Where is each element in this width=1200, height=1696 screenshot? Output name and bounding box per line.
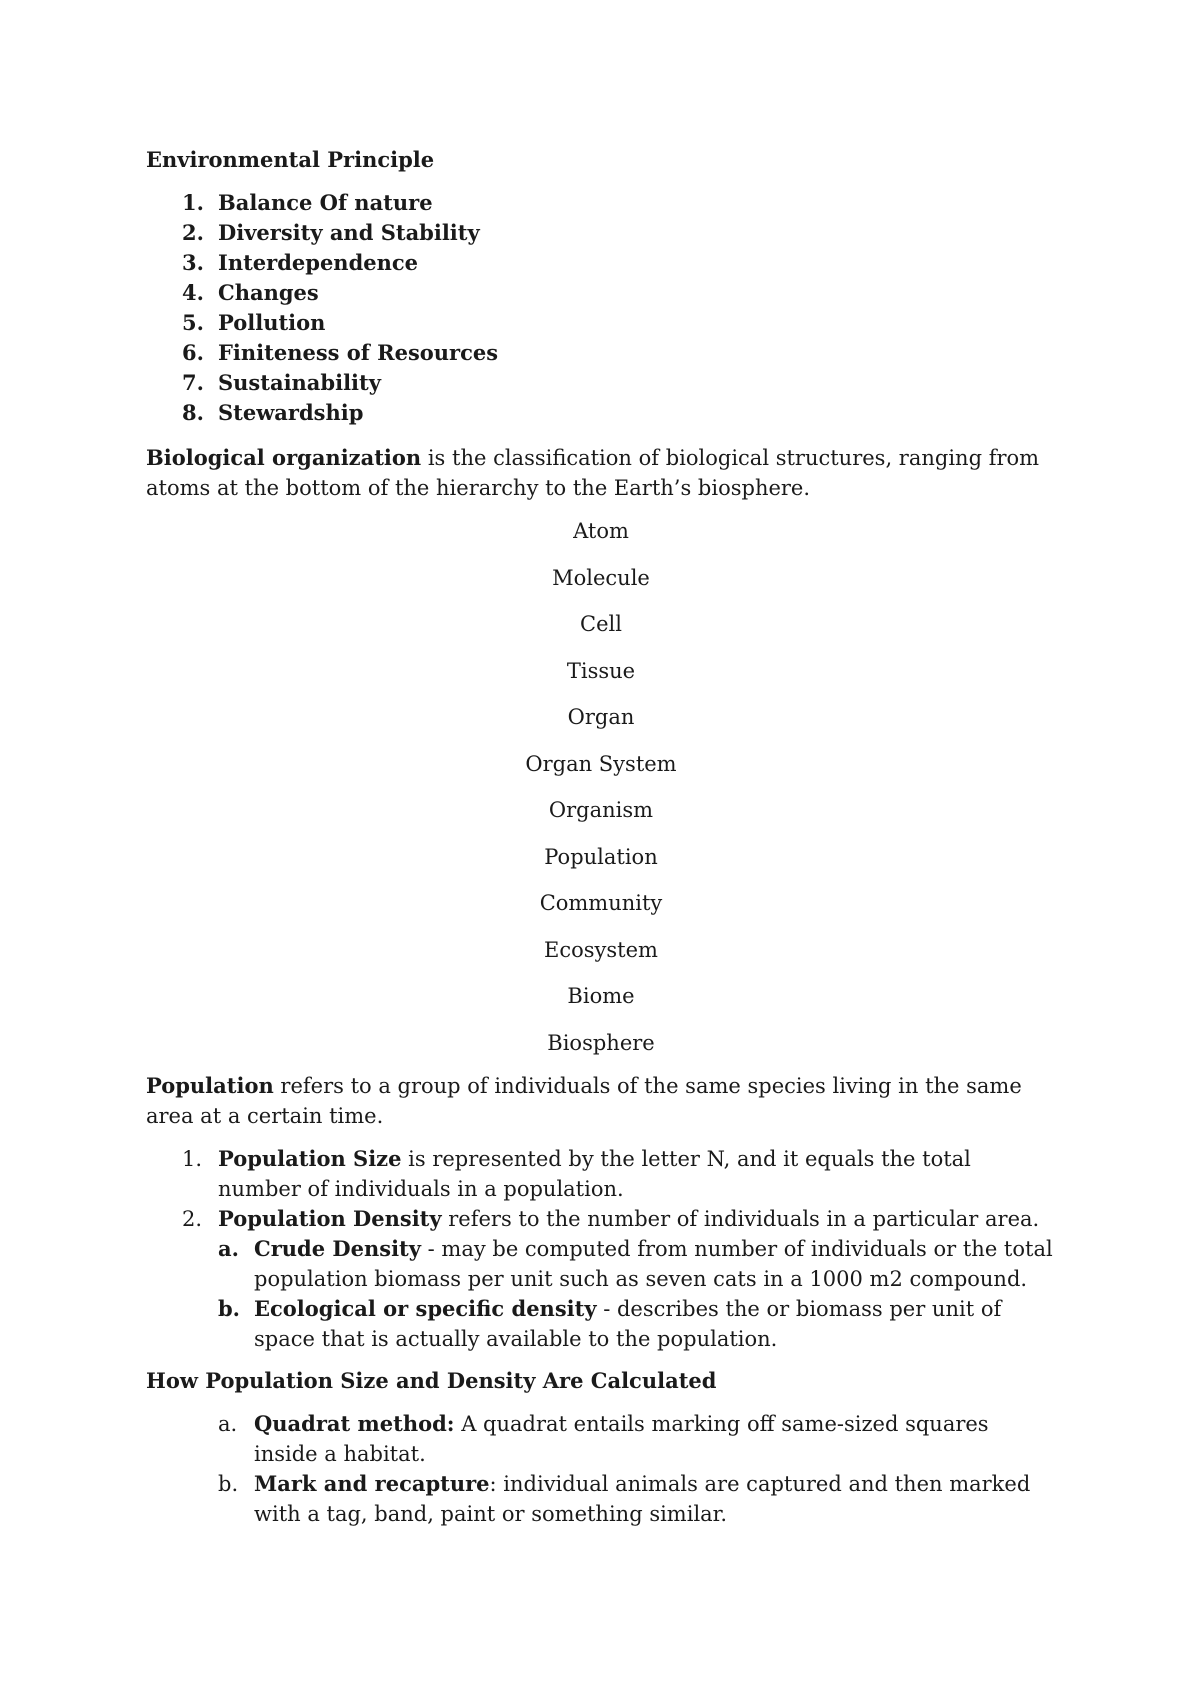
list-item: 5. Pollution: [182, 310, 326, 335]
list-item: 3. Interdependence: [182, 250, 419, 275]
level-item: Cell: [580, 612, 622, 636]
list-item: 7. Sustainability: [182, 370, 381, 395]
list-item: b. Ecological or specific density - describes the or biomass per unit of space that is actually available to the population.: [218, 1295, 1002, 1351]
list-item: 1. Population Size is represented by the letter N, and it equals the total number of individuals in a population.: [182, 1145, 971, 1201]
list-item: 2. Population Density refers to the number of individuals in a particular area. a. Crude Density - may be computed from number of individuals or the total population biomass per unit such as seven cats in a 1000 m2 compound. b. Ecological or specific density - describes the or biomass per unit of space that is actually available to the population.: [146, 1204, 1056, 1354]
list-item: 8. Stewardship: [182, 400, 364, 425]
level-item: Organ: [567, 705, 635, 729]
level-item: Biosphere: [547, 1030, 655, 1055]
list-item: b. Mark and recapture: individual animals are captured and then marked with a tag, band, paint or something similar.: [218, 1470, 1031, 1526]
level-item: Organism: [548, 798, 654, 822]
population-list: [146, 1144, 1056, 1354]
page-title: Environmental Principle: [146, 147, 435, 172]
principles-list: [146, 188, 1056, 428]
level-item: Population: [544, 844, 658, 869]
list-item: a. Crude Density - may be computed from number of individuals or the total population biomass per unit such as seven cats in a 1000 m2 compound.: [218, 1235, 1053, 1291]
level-item: Biome: [567, 984, 635, 1008]
document-page: [146, 145, 1056, 1529]
level-item: Atom: [573, 519, 629, 543]
level-item: Community: [539, 891, 663, 915]
list-item: 4. Changes: [182, 280, 319, 305]
level-item: Tissue: [566, 658, 636, 683]
list-item: 6. Finiteness of Resources: [182, 340, 499, 365]
bio-org-paragraph: Biological organization is the classification of biological structures, ranging from atoms at the bottom of the hierarchy to the Earth’s biosphere.: [146, 445, 1040, 500]
list-item: a. Quadrat method: A quadrat entails marking off same-sized squares inside a habitat.: [218, 1410, 989, 1466]
section-heading: How Population Size and Density Are Calculated: [146, 1367, 717, 1393]
list-item: 1. Balance Of nature: [182, 190, 433, 215]
population-paragraph: Population refers to a group of individuals of the same species living in the same area at a certain time.: [146, 1072, 1022, 1128]
level-item: Molecule: [552, 565, 650, 590]
list-item: 2. Diversity and Stability: [182, 220, 480, 245]
calc-methods-list: [146, 1409, 1056, 1529]
level-item: Ecosystem: [544, 937, 658, 962]
hierarchy-levels: [146, 516, 1056, 1058]
level-item: Organ System: [525, 751, 677, 776]
density-sublist: [218, 1234, 1056, 1354]
